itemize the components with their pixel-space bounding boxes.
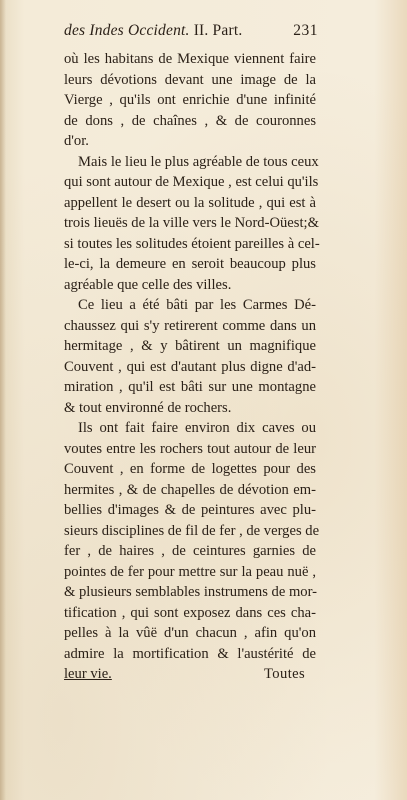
running-header (64, 22, 318, 40)
text-line: qui sont autour de Mexique , est celui qu'ils (64, 174, 319, 190)
text-line: appellent le desert ou la solitude , qui est à (64, 194, 316, 211)
catchword: Toutes (264, 666, 306, 682)
text-line: leur vie. (64, 666, 112, 682)
text-line: si toutes les solitudes étoient pareilles à cel- (64, 235, 320, 252)
text-line: d'or. (64, 133, 89, 149)
text-line: chaussez qui s'y retirerent comme dans un (64, 317, 316, 334)
text-line: Couvent , qui est d'autant plus digne d'ad- (64, 358, 316, 375)
body-text (64, 49, 320, 685)
text-line: où les habitans de Mexique viennent faire (64, 51, 316, 67)
text-line: trois lieuës de la ville vers le Nord-Oüest;& (64, 215, 319, 231)
paragraph (64, 152, 320, 296)
text-line: Vierge , qu'ils ont enrichie d'une infinité (64, 92, 316, 108)
text-line: pointes de fer pour mettre sur la peau nuë , (64, 563, 316, 580)
running-title-italic: des Indes Occident. (64, 22, 190, 39)
text-line: tification , qui sont exposez dans ces cha- (64, 604, 316, 621)
text-line: admire la mortification & l'austérité de (64, 645, 316, 662)
text-line: Couvent , en forme de logettes pour des (64, 461, 316, 477)
paragraph (64, 418, 320, 685)
running-title (64, 22, 242, 40)
text-line: & tout environné de rochers. (64, 399, 232, 416)
text-line: voutes entre les rochers tout autour de leur (64, 440, 316, 457)
text-line: & plusieurs semblables instrumens de mor- (64, 584, 318, 600)
text-line: leurs dévotions devant une image de la (64, 71, 316, 88)
text-line: miration , qu'il est bâti sur une montagne (64, 379, 316, 395)
text-line: hermites , & de chapelles de dévotion em- (64, 481, 316, 498)
paragraph (64, 49, 316, 152)
text-line: agréable que celle des villes. (64, 276, 232, 293)
page-number: 231 (293, 22, 318, 39)
text-line: sieurs disciplines de fil de fer , de verges de (64, 522, 320, 539)
text-line: Mais le lieu le plus agréable de tous ceux (78, 153, 319, 170)
text-line: Ce lieu a été bâti par les Carmes Dé- (78, 297, 316, 313)
text-line: fer , de haires , de ceintures garnies de (64, 543, 316, 559)
text-line: pelles à la vûë d'un chacun , afin qu'on (64, 625, 316, 641)
text-line: bellies d'images & de peintures avec plu- (64, 502, 316, 518)
text-line: le-ci, la demeure en seroit beaucoup plus (64, 256, 316, 272)
part-label: II. Part. (193, 22, 243, 39)
text-line: Ils ont fait faire environ dix caves ou (78, 420, 316, 436)
paragraph (64, 295, 316, 418)
text-line: hermitage , & y bâtirent un magnifique (64, 338, 316, 354)
text-line: de dons , de chaînes , & de couronnes (64, 112, 316, 129)
